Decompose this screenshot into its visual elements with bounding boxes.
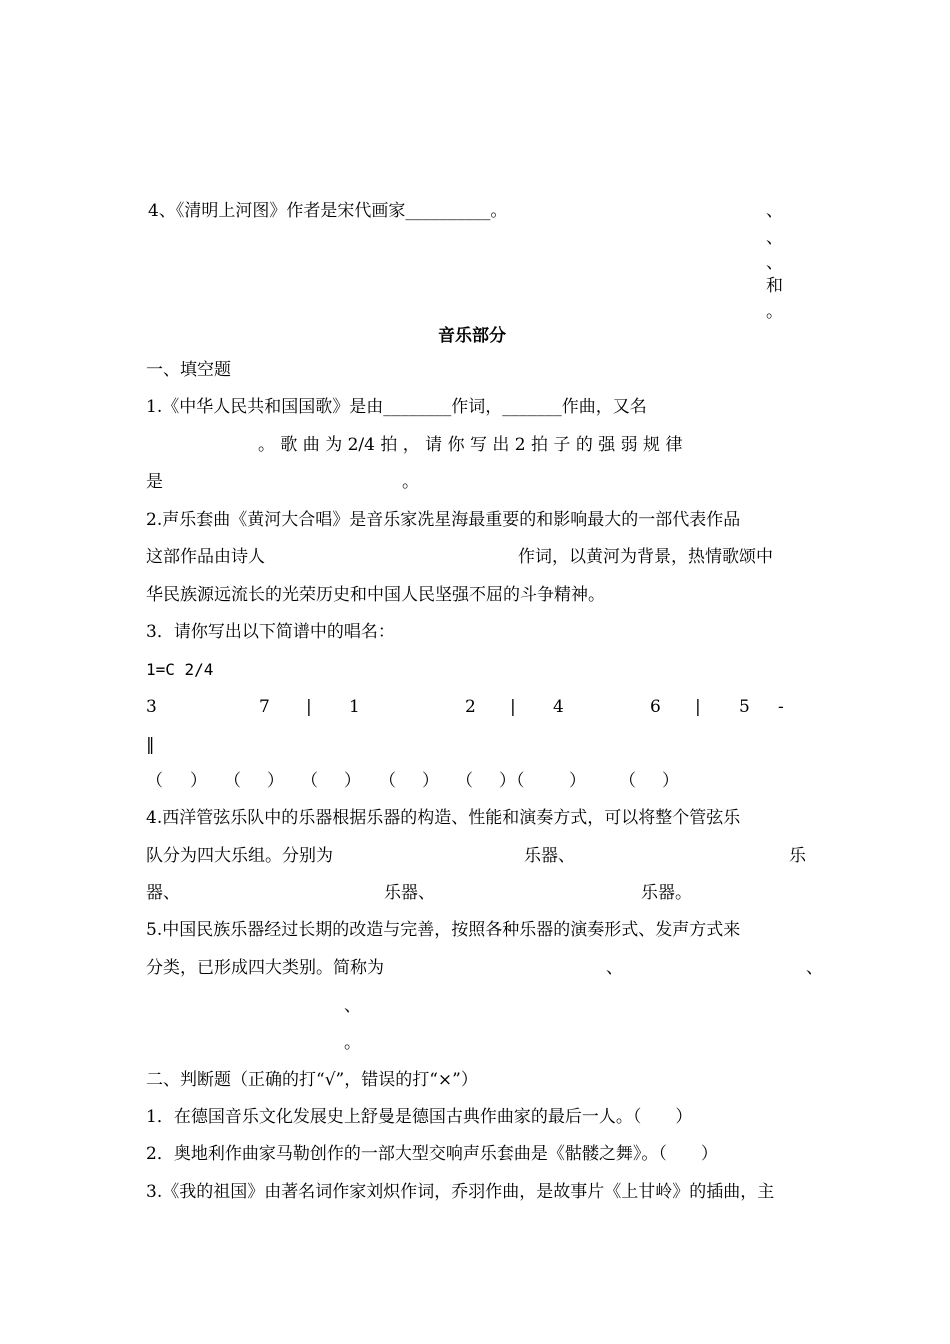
q4-line1: 4.西洋管弦乐队中的乐器根据乐器的构造、性能和演奏方式，可以将整个管弦乐 xyxy=(146,808,741,828)
blank-paren: ） xyxy=(267,771,284,791)
q4-line3-end: 乐器。 xyxy=(641,883,692,903)
blank-paren: ）（ xyxy=(499,771,525,791)
q5-line1: 5.中国民族乐器经过长期的改造与完善，按照各种乐器的演奏形式、发声方式来 xyxy=(146,920,741,940)
margin-mark-1: 、 xyxy=(766,201,783,221)
q2-line1: 2.声乐套曲《黄河大合唱》是音乐家冼星海最重要的和影响最大的一部代表作品 xyxy=(146,510,741,530)
margin-mark-2: 、 xyxy=(766,228,783,248)
q4-line3-start: 器、 xyxy=(146,883,180,903)
q2-line2-start: 这部作品由诗人 xyxy=(146,547,265,567)
q5-line3: 、 xyxy=(344,996,361,1016)
blank-paren: ） xyxy=(344,771,361,791)
note: 7 xyxy=(259,697,270,717)
q3-line1: 3．请你写出以下简谱中的唱名： xyxy=(146,622,395,642)
q5-line4: 。 xyxy=(344,1033,361,1053)
blank-paren: （ xyxy=(619,771,636,791)
note: 1 xyxy=(349,697,360,717)
blank-paren: （ xyxy=(301,771,318,791)
q4-line3-mid: 乐器、 xyxy=(384,883,435,903)
art-q4: 4、《清明上河图》作者是宋代画家__________。 xyxy=(148,201,508,221)
blank-paren: （ xyxy=(224,771,241,791)
end-bar: ‖ xyxy=(146,735,155,755)
blank-paren: （ xyxy=(379,771,396,791)
margin-mark-5: 。 xyxy=(766,302,783,322)
section-title: 音乐部分 xyxy=(438,326,506,346)
bar-line: | xyxy=(306,697,312,717)
q4-line2-start: 队分为四大乐组。分别为 xyxy=(146,846,333,866)
q1-line2: 。 歌 曲 为 2/4 拍 ， 请 你 写 出 2 拍 子 的 强 弱 规 律 xyxy=(258,435,683,455)
q5-line2-mid: 、 xyxy=(606,958,623,978)
blank-paren: ） xyxy=(662,771,679,791)
note: 5 xyxy=(739,697,750,717)
judge-q2: 2．奥地利作曲家马勒创作的一部大型交响声乐套曲是《骷髅之舞》。（ ） xyxy=(146,1144,718,1164)
q3-key: 1=C 2/4 xyxy=(146,660,214,679)
section1-heading: 一、填空题 xyxy=(146,360,231,380)
q4-line2-end: 乐 xyxy=(789,846,806,866)
q1-line3-end: 。 xyxy=(402,472,419,492)
note: 6 xyxy=(650,697,661,717)
blank-paren: ） xyxy=(190,771,207,791)
bar-line: | xyxy=(695,697,701,717)
blank-paren: （ xyxy=(456,771,473,791)
q2-line2-end: 作词，以黄河为背景，热情歌颂中 xyxy=(518,547,773,567)
blank-paren: ） xyxy=(422,771,439,791)
blank-paren: （ xyxy=(146,771,163,791)
q4-line2-mid: 乐器、 xyxy=(524,846,575,866)
bar-line: | xyxy=(510,697,516,717)
judge-q1: 1．在德国音乐文化发展史上舒曼是德国古典作曲家的最后一人。（ ） xyxy=(146,1107,693,1127)
section2-heading: 二、判断题（正确的打“√”，错误的打“×”） xyxy=(146,1070,478,1090)
margin-mark-3: 、 xyxy=(766,253,783,273)
margin-mark-4: 和 xyxy=(766,276,783,296)
q2-line3: 华民族源远流长的光荣历史和中国人民坚强不屈的斗争精神。 xyxy=(146,585,605,605)
q5-line2-start: 分类，已形成四大类别。简称为 xyxy=(146,958,384,978)
note-dash: - xyxy=(778,697,784,717)
note: 3 xyxy=(146,697,157,717)
blank-paren: ） xyxy=(569,771,586,791)
judge-q3: 3.《我的祖国》由著名词作家刘炽作词，乔羽作曲，是故事片《上甘岭》的插曲，主 xyxy=(146,1182,775,1202)
note: 4 xyxy=(553,697,564,717)
q1-line3-start: 是 xyxy=(146,472,163,492)
q1-line1: 1.《中华人民共和国国歌》是由________作词，_______作曲，又名 xyxy=(146,397,647,417)
q5-line2-end: 、 xyxy=(806,958,823,978)
note: 2 xyxy=(465,697,476,717)
